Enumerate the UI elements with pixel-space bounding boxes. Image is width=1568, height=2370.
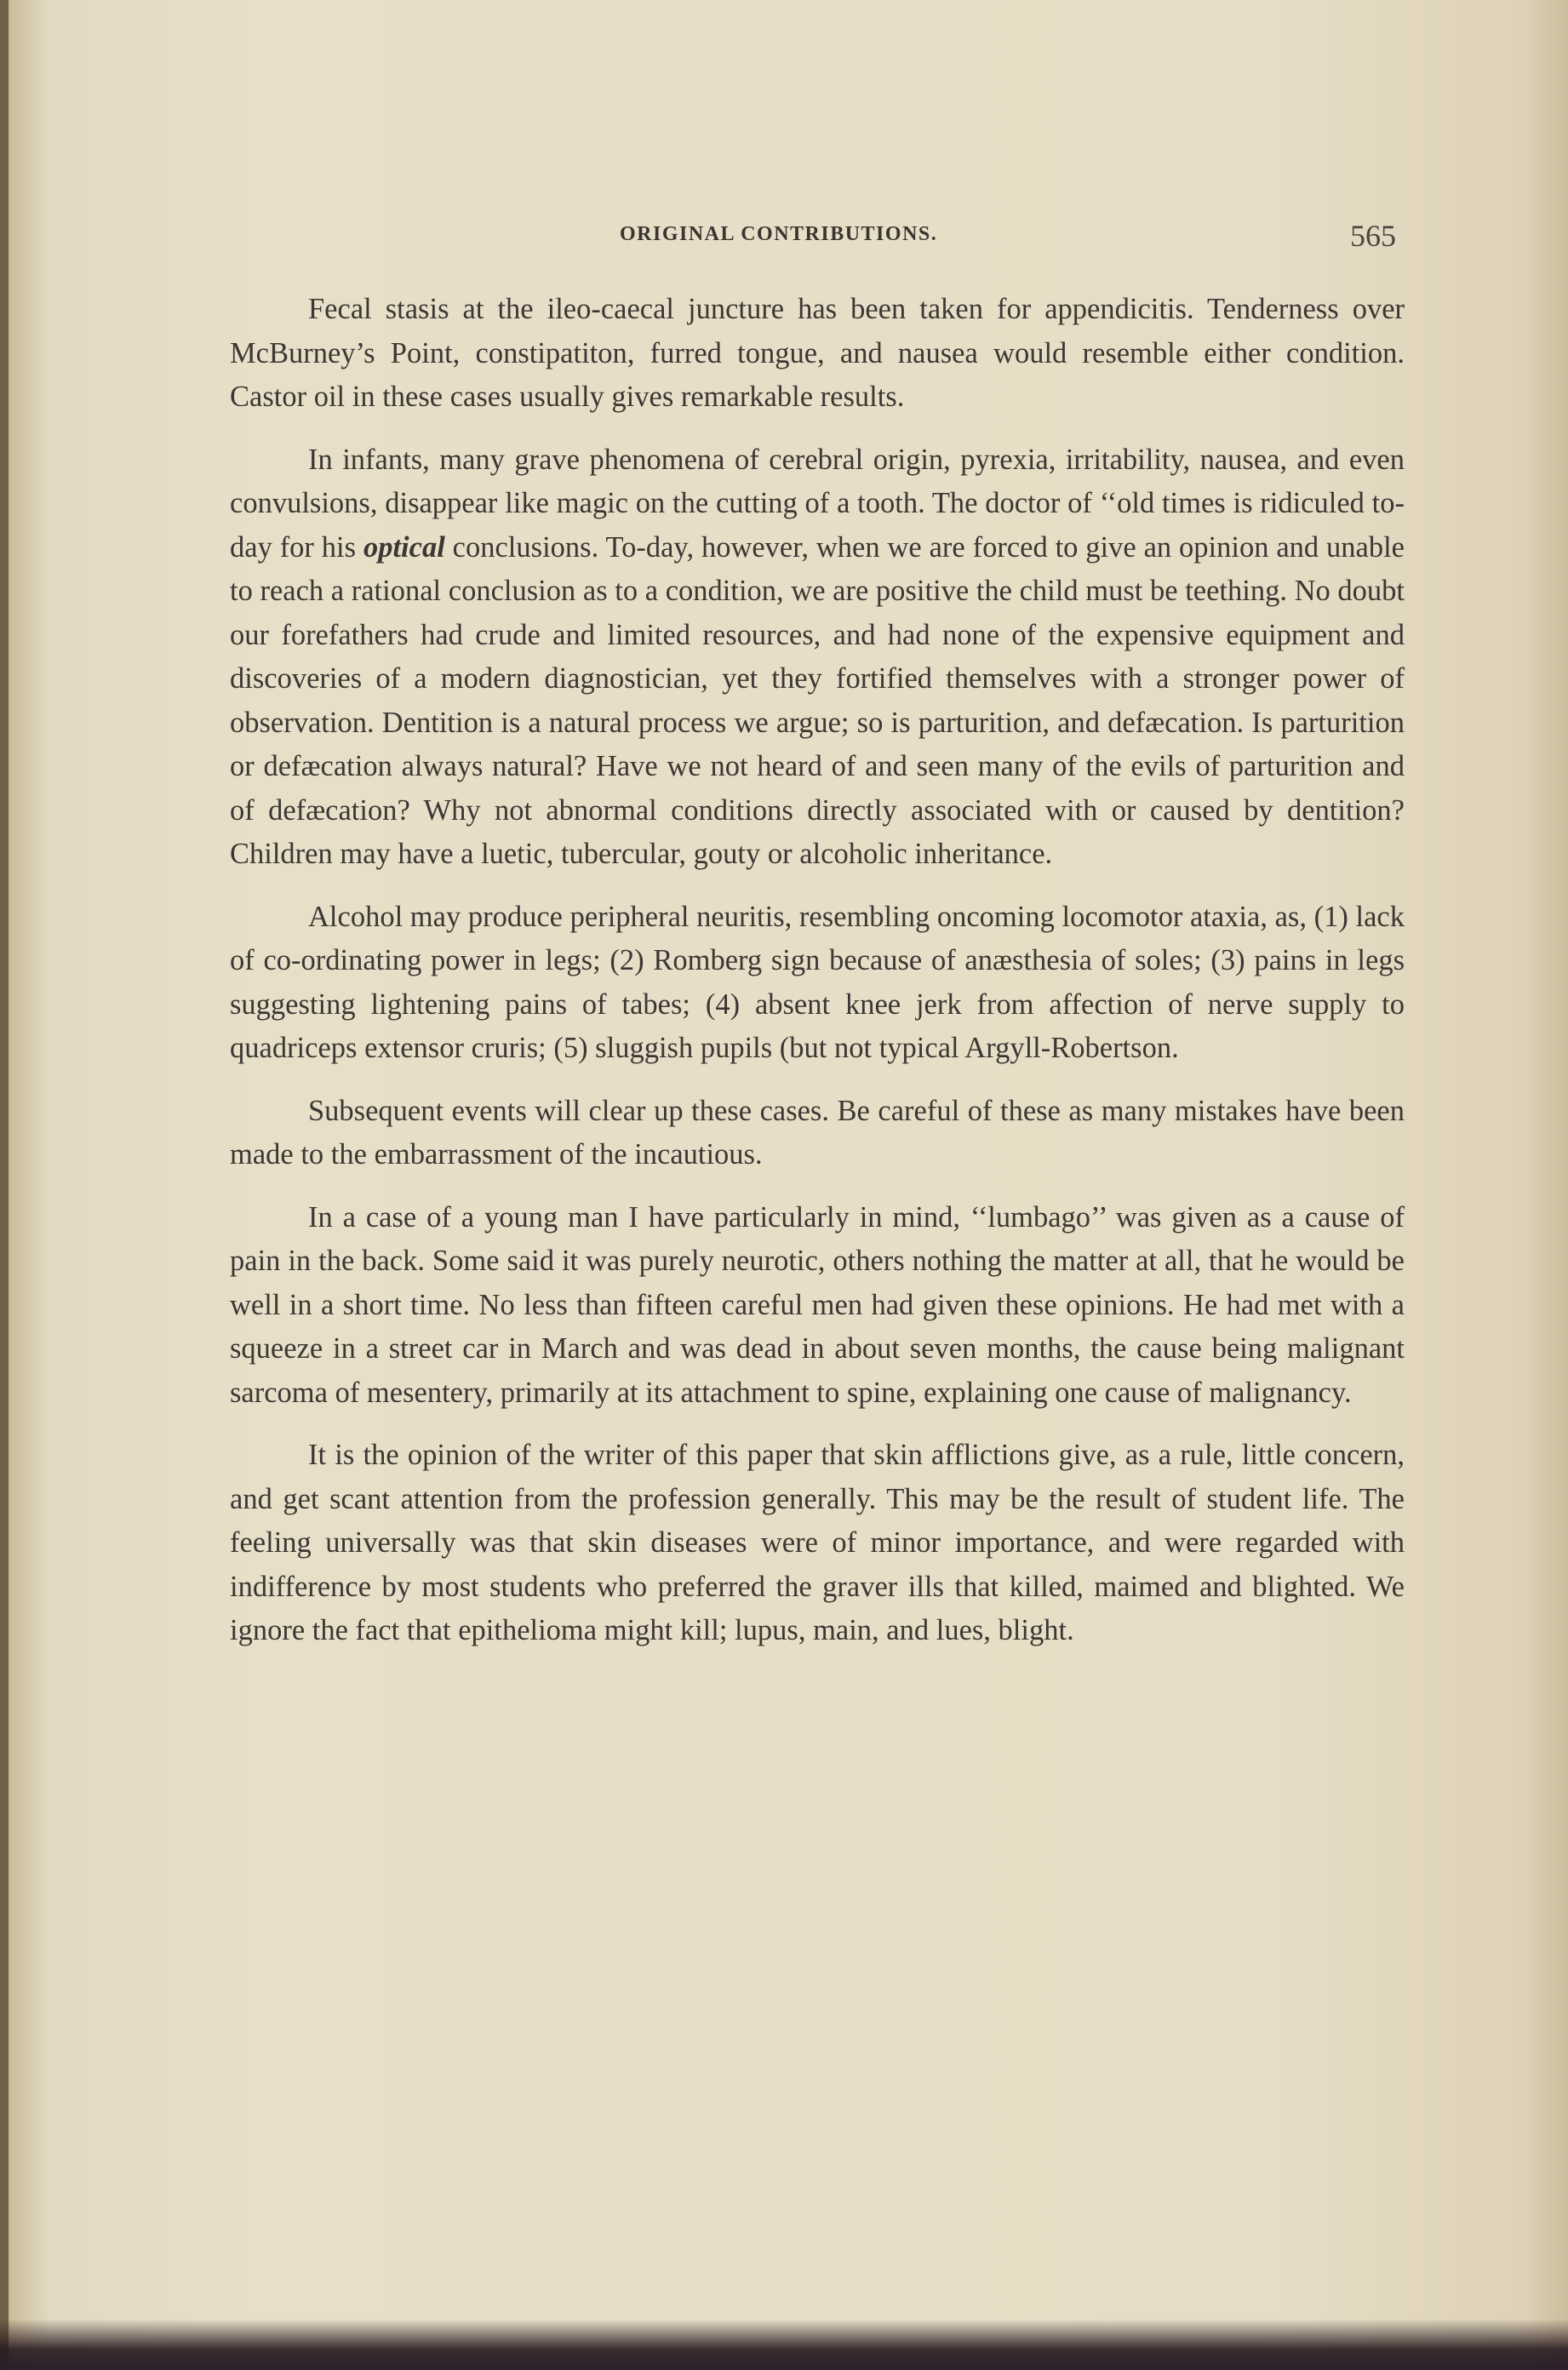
paragraph-infants-rest: conclusions. To-day, however, when we are forced to give an opinion and unable to reach a rational conclusion as to a condition, we are positive the child must be teething. No doubt our forefathers had crude and limited resources, and had none of the expensive equipment and discoveries of a modern diagnostician, yet they fortified themselves with a stronger power of observation. Dentition is a natural process we argue; so is parturition, and defæcation. Is parturition or defæcation always natural? Have we not heard of and seen many of the evils of parturition and of defæcation? Why not abnormal conditions directly associated with or caused by dentition? Children may have a luetic, tubercular, gouty or alcoholic inheritance. — [230, 530, 1405, 870]
page-number: 565 — [1350, 219, 1396, 253]
emphasis-optical: optical — [363, 530, 445, 564]
paragraph-skin-afflictions: It is the opinion of the writer of this paper that skin afflictions give, as a rule, little concern, and get scant attention from the profession generally. This may be the result of student life. The feeling universally was that skin diseases were of minor importance, and were regarded with indifference by most students who preferred the graver ills that killed, maimed and blighted. We ignore the fact that epithelioma might kill; lupus, main, and lues, blight. — [230, 1439, 1405, 1646]
page-header — [230, 219, 1405, 257]
body-text — [230, 288, 1405, 1672]
page-edge — [0, 0, 9, 2370]
paragraph-lumbago-case: In a case of a young man I have particularly in mind, ‘‘lumbago’’ was given as a cause of pain in the back. Some said it was purely neurotic, others nothing the matter at all, that he would be well in a short time. No less than fifteen careful men had given these opinions. He had met with a squeeze in a street car in March and was dead in about seven months, the cause being malignant sarcoma of mesentery, primarily at its attachment to spine, explaining one cause of malignancy. — [230, 1200, 1405, 1409]
paragraph-alcohol: Alcohol may produce peripheral neuritis, resembling oncoming locomotor ataxia, as, (1) lack of co-ordinating power in legs; (2) Romberg sign because of anæsthesia of soles; (3) pains in legs suggesting lightening pains of tabes; (4) absent knee jerk from affection of nerve supply to quadriceps extensor cruris; (5) sluggish pupils (but not typical Argyll-Robertson. — [230, 900, 1405, 1064]
paragraph-subsequent-events: Subsequent events will clear up these cases. Be careful of these as many mistakes have been made to the embarrassment of the incautious. — [230, 1094, 1405, 1171]
paragraph-infants — [230, 438, 1405, 877]
paragraph-fecal-stasis: Fecal stasis at the ileo-caecal juncture has been taken for appendicitis. Tenderness over McBurney’s Point, constipatiton, furred tongue, and nausea would resemble either condition. Castor oil in these cases usually gives remarkable results. — [230, 293, 1405, 413]
running-head: ORIGINAL CONTRIBUTIONS. — [620, 223, 938, 245]
paragraph-infants-lead: In infants, many grave phenomena of cerebral origin, pyrexia, irritability, nausea, and even convulsions, disappear like magic on the cutting of a tooth. The doctor of ‘‘old times is ridiculed to-day for his — [230, 443, 1405, 564]
